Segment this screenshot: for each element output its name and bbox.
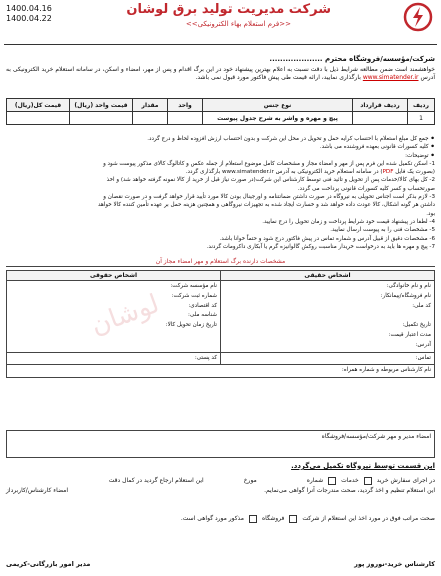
closing-label: امضاء مدیر و مهر شرکت/مؤسسه/فروشگاه <box>321 433 431 440</box>
plant-section <box>6 476 435 524</box>
intro-line-2-pre: استعلام خرید الکترونیکی به آدرس <box>6 66 435 81</box>
note-1-cont <box>6 168 435 176</box>
natural-field[interactable]: کد ملی: <box>412 302 431 309</box>
watermark-text: لوشان <box>86 288 164 342</box>
date-2: 1400.04.22 <box>6 14 52 23</box>
cell-item-type: پیچ و مهره و واشر به شرح جدول پیوست <box>203 112 353 125</box>
table-row <box>7 112 435 125</box>
signer-cell <box>7 365 435 378</box>
header-divider <box>4 44 437 45</box>
expert-signature-label: امضاء کارشناس/کاربرداز <box>6 487 69 494</box>
phone-field[interactable]: تماس: <box>415 354 431 361</box>
company-title: شرکت مدیریت تولید برق لوشان <box>126 2 331 17</box>
date-label: مورخ <box>243 477 257 484</box>
plant-line-2 <box>6 486 435 496</box>
company-checkbox[interactable] <box>289 515 297 523</box>
store-checkbox[interactable] <box>249 515 257 523</box>
col-contract-row: ردیف قرارداد <box>353 99 408 112</box>
note-3-end: بود. <box>426 210 435 217</box>
plant-line-3 <box>6 514 435 524</box>
note-2: 2- کل بهای کالا/خدمات پس از تحویل و تائید فنی توسط کارشناس این شرکت(در صورت نیاز قبل از خرید از کالا نمونه گرفته خواهد شد) و اخذ <box>106 177 435 184</box>
date-1: 1400.04.16 <box>6 4 52 13</box>
buyer-header: اشخاص حقوقی <box>7 271 221 281</box>
natural-field[interactable]: نام فروشگاه/پیمانکار: <box>380 292 431 299</box>
plant-line-1 <box>6 476 435 486</box>
natural-person-fields <box>221 281 435 353</box>
services-label: خدمات <box>341 477 359 484</box>
cell-unit[interactable] <box>168 112 203 125</box>
purchase-expert-signature: کارشناس خرید-نوروز پور <box>354 560 435 568</box>
parties-table <box>6 270 435 378</box>
legal-field[interactable]: تاریخ زمان تحویل کالا: <box>165 322 217 329</box>
col-item-type: نوع جنس <box>203 99 353 112</box>
website-link[interactable]: www.simatender.ir <box>362 74 419 81</box>
intro-text <box>6 66 435 82</box>
natural-field[interactable] <box>224 311 431 321</box>
cell-unit-price[interactable] <box>70 112 133 125</box>
note-1-pre: (بصورت یک فایل <box>395 169 435 176</box>
company-signature-box[interactable] <box>6 430 435 458</box>
note-4: 4- لطفا در پیشنهاد قیمت خود شرایط پرداخت و زمان تحویل را درج نمایید. <box>262 218 435 225</box>
col-unit: واحد <box>168 99 203 112</box>
company-logo-icon <box>403 2 433 32</box>
certify-text: این استعلام تنظیم و اخذ گردید، صحت مندرجات آنرا گواهی می‌نمایم. <box>264 487 435 494</box>
col-unit-price: قیمت واحد (ریال) <box>70 99 133 112</box>
natural-field[interactable]: نام و نام خانوادگی: <box>386 283 431 289</box>
pdf-label: PDF <box>382 169 394 176</box>
intro-line-2-post: بارگذاری نمایید، ارائه قیمت طی پیش فاکتور مورد قبول نمی باشد. <box>195 74 361 81</box>
note-6: 6- مشخصات دقیق از قبیل آدرس و شماره تماس در پیش فاکتور درج شود و حتماً خوانا باشد. <box>219 235 435 242</box>
note-5: 5- مشخصات فنی را به پیوست ارسال نمایید. <box>330 227 435 234</box>
note-3: 3- لازم بذکر است اجناس تحویلی به نیروگاه در صورت داشتن ضمانتنامه و اورجینال بودن کالا مورد تأیید قرار خواهد گرفت و در صورت نقصان و <box>103 194 435 201</box>
signer-field[interactable]: نام کارشناس مربوطه و شماره همراه: <box>341 367 431 374</box>
postal-field[interactable]: کد پستی: <box>194 354 217 361</box>
cell-total-price[interactable] <box>7 112 70 125</box>
plant-section-heading: این قسمت توسط نیروگاه تکمیل می‌گردد. <box>291 462 435 470</box>
col-qty: مقدار <box>133 99 168 112</box>
natural-field[interactable]: تاریخ تکمیل: <box>402 322 431 329</box>
intro-line-1: خواهشمند است ضمن مطالعه شرایط ذیل با دقت نسبت به اعلام بهترین پیشنهاد خود در این برگ اقدام و پس از مهر، امضاء و اسکن، در سامانه <box>76 66 435 73</box>
note-2-cont: صورتحساب و کسر کلیه کسورات قانونی پرداخت می گردد. <box>297 185 435 192</box>
natural-field[interactable]: مدت اعتبار قیمت: <box>388 331 431 338</box>
legal-field[interactable]: نام مؤسسه شرکت: <box>170 283 217 289</box>
note-1-post: ) در سامانه استعلام خرید الکترونیکی به آدرس www.simatender.ir بارگذاری گردد. <box>185 169 383 176</box>
cell-row: 1 <box>408 112 435 125</box>
purchase-checkbox[interactable] <box>364 477 372 485</box>
cell-contract-row[interactable] <box>353 112 408 125</box>
seller-header: اشخاص حقیقی <box>221 271 435 281</box>
store-label: فروشگاه <box>261 515 285 522</box>
note-explanations: ⚫ توضیحات: <box>405 152 435 159</box>
col-total-price: قیمت کل(ریال) <box>7 99 70 112</box>
purchase-label: در اجرای سفارش خرید <box>376 477 435 484</box>
note-1: 1- اسکن تکمیل شده این فرم پس از مهر و امضاء مجاز و مشخصات کامل موضوع استعلام از جمله عکس و کاتالوگ کالای مذکور پیوست شود و <box>103 160 435 167</box>
number-label: شماره <box>306 477 324 484</box>
note-7: 7- پیچ و مهره ها باید به درخواست خریدار مناسبت روکش گالوانیزه گرم یا آبکاری داکرومات گردند. <box>206 243 435 250</box>
legal-field[interactable]: شماره ثبت شرکت: <box>171 292 217 299</box>
postal-cell <box>7 352 221 365</box>
date-block <box>6 4 52 24</box>
items-header-row <box>7 99 435 112</box>
notes-block <box>6 135 435 251</box>
col-row: ردیف <box>408 99 435 112</box>
note-total: ⚫ جمع کل مبلغ استعلام با احتساب کرایه حمل و تحویل در محل این شرکت و بدون احتساب ارزش افزوده لحاظ و درج گردد. <box>147 136 435 142</box>
cell-qty[interactable] <box>133 112 168 125</box>
legal-field[interactable]: کد اقتصادی: <box>188 302 217 309</box>
commercial-manager-signature: مدیر امور بازرگانی-کریمی <box>6 560 91 568</box>
natural-field[interactable]: آدرس: <box>415 341 431 348</box>
items-table <box>6 98 435 125</box>
note-3-cont: داشتن هر گونه اشکال، کالا عودت داده خواهد شد و خسارت ایجاد شده به تجهیزات نیروگاهی و همچنین هزینه حمل بر عهده تأمین کننده کالا خواهد <box>97 202 435 209</box>
form-subtitle: <<فرم استعلام بهاء الکترونیکی>> <box>185 20 291 28</box>
note-deductions: ⚫ کلیه کسورات قانونی بعهده فروشنده می باشد. <box>319 144 435 151</box>
services-checkbox[interactable] <box>328 477 336 485</box>
legal-field[interactable]: شناسه ملی: <box>188 312 217 319</box>
referral-text: این استعلام ارجاع گردید در کمال دقت <box>108 477 204 484</box>
contact-cell <box>221 352 435 365</box>
parties-section-title: مشخصات دارنده برگ استعلام و مهر امضاء مجاز آن <box>6 258 435 267</box>
addressee-line: شرکت/مؤسسه/فروشگاه محترم .................... <box>269 55 435 63</box>
verify-text: صحت مراتب فوق در مورد اخذ این استعلام از شرکت <box>302 515 435 522</box>
signature-row <box>6 560 435 568</box>
verify-end-text: مذکور مورد گواهی است. <box>180 515 244 522</box>
